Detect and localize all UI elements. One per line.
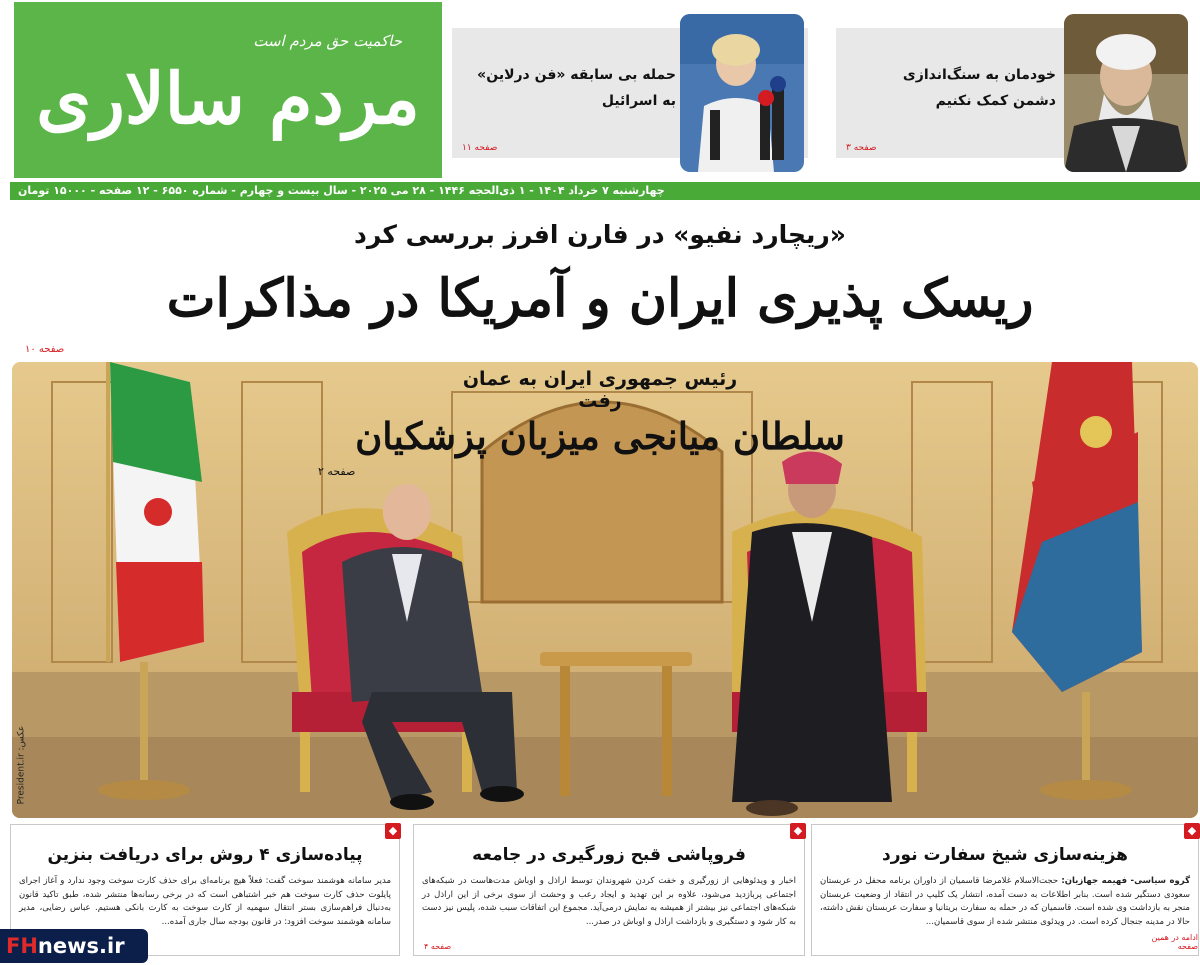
photo-credit: عکس: President.ir bbox=[16, 725, 27, 805]
teaser-right-story[interactable] bbox=[452, 28, 808, 158]
column-body bbox=[820, 875, 1190, 929]
fhnews-watermark-logo bbox=[0, 929, 148, 963]
lead-page: صفحه ۱۰ bbox=[25, 344, 65, 355]
column-text: اخبار و ویدئوهایی از زورگیری و خفت کردن شهروندان توسط اراذل و اوباش مدت‌هاست در شبکه‌های اجتماعی پربازدید می‌شود، علاوه بر این تهدید و ایجاد رعب و وحشت از سوی برخی از این اراذل در شبکه‌های اجتماعی نیز بیشتر از همیشه به نمایش درمی‌آید. مجموع این اتفاقات سبب شده، پلیس نیز دست به کار شود و دستگیری و بازداشت اراذل و اوباش در صدر... bbox=[422, 876, 796, 927]
watermark-prefix: FH bbox=[6, 934, 38, 958]
newspaper-logo: مردم سالاری bbox=[36, 57, 420, 140]
watermark-rest: news.ir bbox=[37, 934, 125, 958]
teaser-page: صفحه ۳ bbox=[846, 143, 877, 153]
masthead bbox=[14, 2, 442, 178]
column-title[interactable]: هزینه‌سازی شیخ سفارت نورد bbox=[882, 845, 1128, 865]
column-text: حجت‌الاسلام غلامرضا قاسمیان از داوران برنامه محفل در عربستان سعودی دستگیر شده است. بنابر اطلاعات به دست آمده، انتشار یک کلیپ در انتقاد از وضعیت عربستان منجر به بازداشت وی شده است. قاسمیان که در حمله به سفارت بریتانیا و سفارت عربستان نقش داشته، حالا در مدینه جنجال کرده است. در ویدئوی منتشر شده از سوی قاسمیان... bbox=[820, 876, 1190, 927]
column-body bbox=[19, 875, 391, 929]
photo-story-page: صفحه ۲ bbox=[318, 465, 356, 478]
lead-kicker: «ریچارد نفیو» در فارن افرز بررسی کرد bbox=[354, 220, 846, 249]
column-byline: گروه سیاسی- فهیمه جهازیان: bbox=[1061, 876, 1191, 886]
column-body bbox=[422, 875, 796, 929]
column-page: صفحه ۴ bbox=[424, 942, 452, 951]
story-badge-icon: ◆ bbox=[790, 823, 806, 839]
column-text: مدیر سامانه هوشمند سوخت گفت: فعلاً هیچ برنامه‌ای برای حذف کارت سوخت وجود ندارد و آغاز اجرای پایلوت حذف کارت سوخت هم خبر اشتباهی است که در برخی رسانه‌ها منتشر شده، طبق تاکید قانون به‌دنبال فراهم‌سازی بستر انتقال سهمیه از کارت سوخت به کارت بانکی هستیم. عباس رضایی، مدیر سامانه هوشمند سوخت افزود: در قانون بودجه سال جاری آمده... bbox=[19, 876, 391, 927]
photo-story-title[interactable]: سلطان میانجی میزبان پزشکیان bbox=[355, 414, 845, 458]
column-story[interactable] bbox=[413, 824, 805, 956]
column-title[interactable]: پیاده‌سازی ۴ روش برای دریافت بنزین bbox=[47, 845, 363, 865]
teaser-portrait-photo bbox=[1064, 14, 1188, 172]
masthead-slogan: حاکمیت حق مردم است bbox=[253, 32, 402, 50]
story-badge-icon: ◆ bbox=[385, 823, 401, 839]
teaser-title[interactable]: خودمان به سنگ‌اندازی دشمن کمک نکنیم bbox=[902, 67, 1056, 109]
teaser-title[interactable]: حمله بی سابقه «فن درلاین» به اسرائیل bbox=[477, 67, 676, 109]
date-strip bbox=[10, 182, 1200, 200]
teaser-left-story[interactable] bbox=[836, 28, 1188, 158]
teaser-press-photo bbox=[680, 14, 804, 172]
teaser-page: صفحه ۱۱ bbox=[462, 143, 498, 153]
photo-story-kicker: رئیس جمهوری ایران به عمان رفت bbox=[462, 368, 738, 412]
column-title[interactable]: فروپاشی قبح زورگیری در جامعه bbox=[472, 845, 746, 865]
story-badge-icon: ◆ bbox=[1184, 823, 1200, 839]
column-story[interactable] bbox=[811, 824, 1199, 956]
lead-headline[interactable]: ریسک پذیری ایران و آمریکا در مذاکرات bbox=[166, 268, 1034, 329]
issue-date: چهارشنبه ۷ خرداد ۱۴۰۴ - ۱ ذی‌الحجه ۱۴۴۶ - ۲۸ می ۲۰۲۵ - سال بیست و چهارم - شماره ۶۵۵۰ - ۱۲ صفحه - ۱۵۰۰۰ تومان bbox=[18, 184, 665, 197]
column-page: ادامه در همین صفحه bbox=[1151, 933, 1198, 951]
